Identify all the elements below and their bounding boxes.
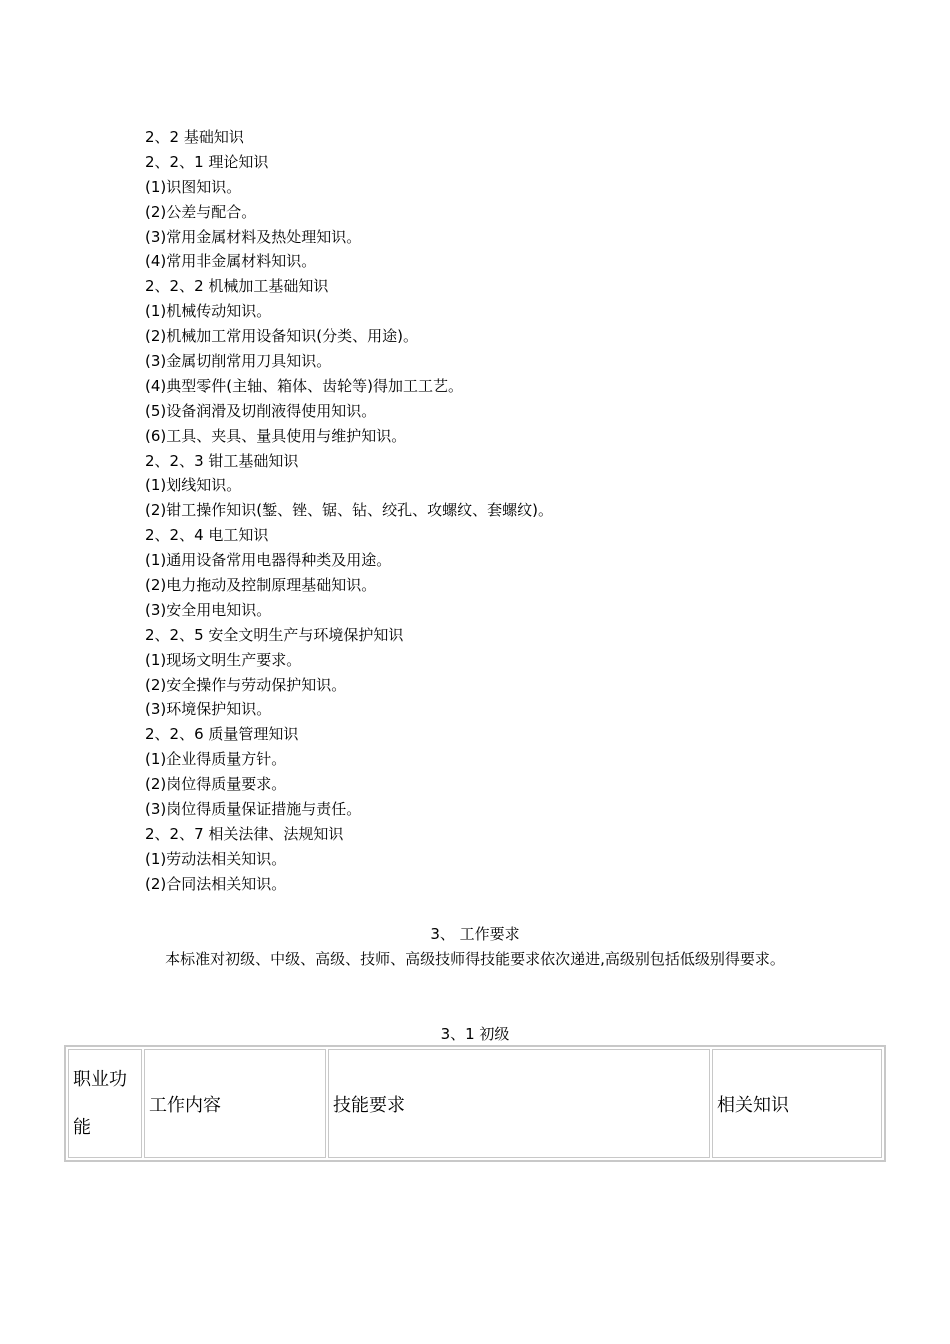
table-header-row <box>68 1049 882 1158</box>
header-skill-requirements: 技能要求 <box>328 1049 710 1158</box>
header-related-knowledge: 相关知识 <box>712 1049 882 1158</box>
header-work-content: 工作内容 <box>144 1049 326 1158</box>
heading-theory-knowledge: 2、2、1 理论知识 <box>145 152 269 171</box>
list-item: (6)工具、夹具、量具使用与维护知识。 <box>145 426 407 445</box>
knowledge-list <box>145 125 553 897</box>
list-item: (2)钳工操作知识(錾、锉、锯、钻、绞孔、攻螺纹、套螺纹)。 <box>145 501 553 520</box>
heading-laws-regulations: 2、2、7 相关法律、法规知识 <box>145 824 344 843</box>
list-item: (4)典型零件(主轴、箱体、齿轮等)得加工工艺。 <box>145 376 463 395</box>
list-item: (3)环境保护知识。 <box>145 700 272 719</box>
list-item: (5)设备润滑及切削液得使用知识。 <box>145 401 377 420</box>
requirements-table <box>64 1045 886 1162</box>
heading-electrical-knowledge: 2、2、4 电工知识 <box>145 526 269 545</box>
list-item: (1)划线知识。 <box>145 476 242 495</box>
header-occupational-function: 职业功能 <box>68 1049 142 1158</box>
list-item: (2)安全操作与劳动保护知识。 <box>145 675 347 694</box>
list-item: (2)岗位得质量要求。 <box>145 775 287 794</box>
list-item: (1)识图知识。 <box>145 177 242 196</box>
section-title: 3、 工作要求 <box>430 925 520 943</box>
list-item: (2)机械加工常用设备知识(分类、用途)。 <box>145 327 418 346</box>
list-item: (3)岗位得质量保证措施与责任。 <box>145 800 362 819</box>
heading-basic-knowledge: 2、2 基础知识 <box>145 128 244 146</box>
heading-quality-management: 2、2、6 质量管理知识 <box>145 725 299 744</box>
list-item: (1)现场文明生产要求。 <box>145 650 302 669</box>
list-item: (3)安全用电知识。 <box>145 600 272 619</box>
subsection-title: 3、1 初级 <box>440 1025 510 1043</box>
list-item: (1)企业得质量方针。 <box>145 750 287 769</box>
list-item: (1)机械传动知识。 <box>145 302 272 321</box>
heading-safety-environment: 2、2、5 安全文明生产与环境保护知识 <box>145 625 404 644</box>
list-item: (3)常用金属材料及热处理知识。 <box>145 227 362 246</box>
section-intro: 本标准对初级、中级、高级、技师、高级技师得技能要求依次递进,高级别包括低级别得要求。 <box>165 950 785 968</box>
list-item: (4)常用非金属材料知识。 <box>145 252 317 271</box>
list-item: (2)电力拖动及控制原理基础知识。 <box>145 576 377 595</box>
heading-fitter-knowledge: 2、2、3 钳工基础知识 <box>145 451 299 470</box>
list-item: (3)金属切削常用刀具知识。 <box>145 352 332 371</box>
list-item: (2)公差与配合。 <box>145 202 257 221</box>
list-item: (2)合同法相关知识。 <box>145 874 287 893</box>
list-item: (1)通用设备常用电器得种类及用途。 <box>145 551 392 570</box>
heading-machining-knowledge: 2、2、2 机械加工基础知识 <box>145 277 329 296</box>
list-item: (1)劳动法相关知识。 <box>145 849 287 868</box>
